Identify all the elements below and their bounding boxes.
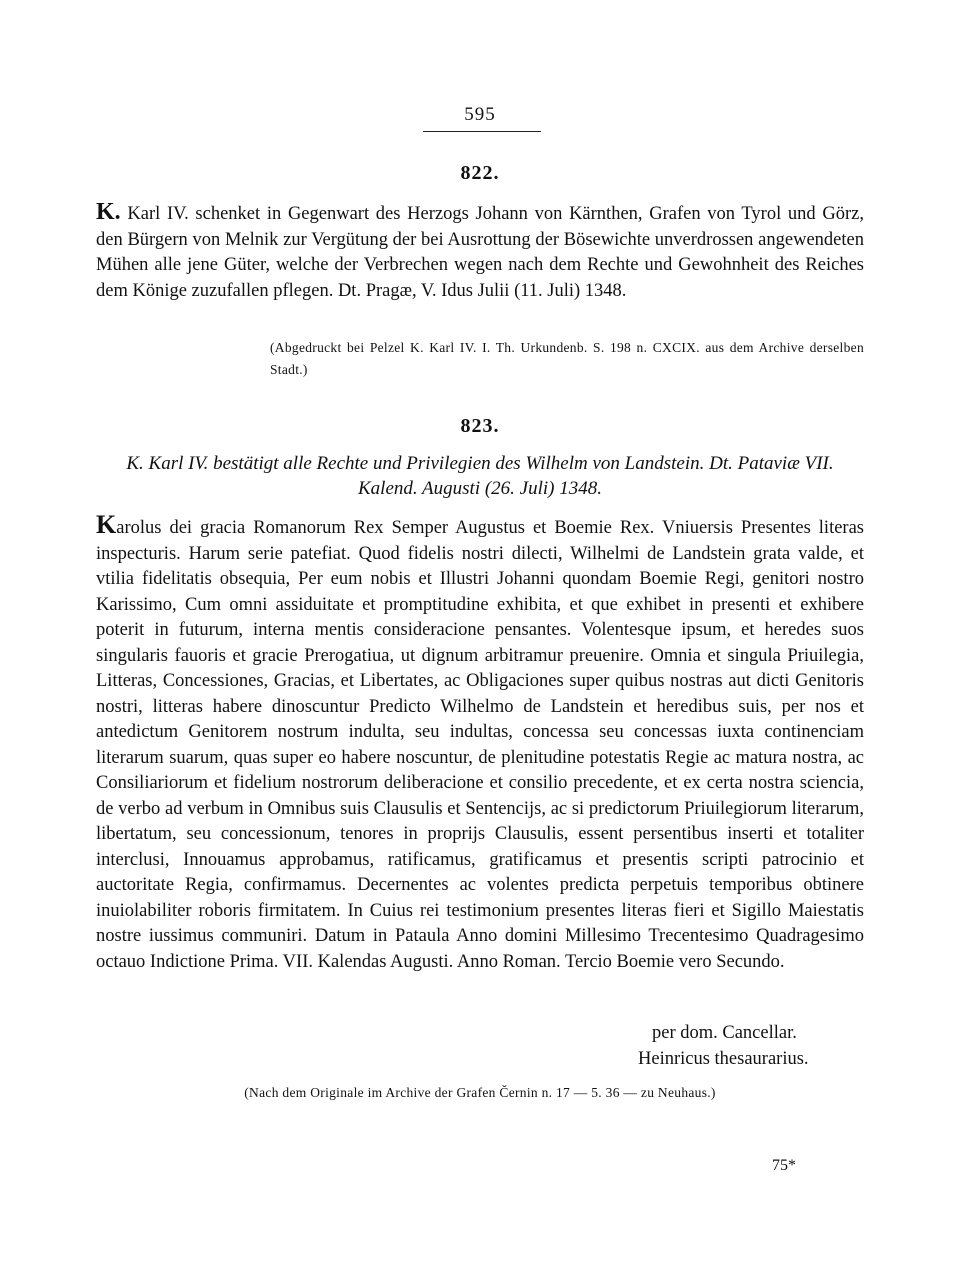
sheet-signature-mark: 75* [772,1157,796,1174]
regest-822-text: Karl IV. schenket in Gegenwart des Herzogs Johann von Kärnthen, Grafen von Tyrol und Görz, den Bürgern von Melnik zur Vergütung der bei Ausrottung der Bösewichte unverdrossen angewendeten Mühen alle jene Güter, welche der Verbrechen wegen nach dem Rechte und Gewohnheit des Reiches dem Könige zuzufallen pflegen. Dt. Pragæ, V. Idus Julii (11. Juli) 1348. [96,204,864,301]
initial-letter: K. [96,199,121,225]
source-note-822: (Abgedruckt bei Pelzel K. Karl IV. I. Th. Urkundenb. S. 198 n. CXCIX. aus dem Archive derselben Stadt.) [270,340,864,377]
regest-823: K. Karl IV. bestätigt alle Rechte und Privilegien des Wilhelm von Landstein. Dt. Pataviæ VII. Kalend. Augusti (26. Juli) 1348. [126,453,834,499]
signature-treasurer: Heinricus thesaurarius. [638,1049,809,1069]
document-number-823: 823. [460,415,500,437]
charter-text-823 [96,512,864,975]
document-number-822: 822. [460,162,500,184]
regest-822 [96,200,864,304]
page-number: 595 [464,104,496,125]
source-note-823: (Nach dem Originale im Archive der Grafen Černin n. 17 — 5. 36 — zu Neuhaus.) [244,1085,716,1100]
charter-text-body: arolus dei gracia Romanorum Rex Semper Augustus et Boemie Rex. Vniuersis Presentes literas inspecturis. Harum serie patefiat. Quod fidelis nostri dilecti, Wilhelmi de Landstein grata valde, et vtilia fidelitatis obsequia, Per eum nobis et Illustri Johanni quondam Boemie Regi, genitori nostro Karissimo, Cum omni assiduitate et promptitudine exhibita, et que exhibet in presenti et exhibere poterit in futurum, interna mentis consideracione pensantes. Volentesque ipsum, et heredes suos singularis fauoris et gracie Prerogatiua, ut dignum arbitramur preuenire. Omnia et singula Priuilegia, Litteras, Concessiones, Gracias, et Libertates, ac Obligaciones super quibus nostras aut dicti Genitoris nostri, litteras habere dinoscuntur Predicto Wilhelmo de Landstein et heredibus suis, per nos et antedictum Genitorem nostrum indulta, seu indultas, concessa seu concessas iuxta continenciam literarum suarum, quas super eo habere noscuntur, de plenitudine potestatis Regie ac matura nostra, ac Consiliariorum et fidelium nostrorum deliberacione et consilio precedente, et ex certa nostra sciencia, de verbo ad verbum in Omnibus suis Clausulis et Sentencijs, ac si predictorum Priuilegiorum literarum, libertatum, seu concessionum, tenores in proprijs Clausulis, essent persentibus inserti et totaliter interclusi, Innouamus approbamus, ratificamus, gratificamus et presentis scripti patrocinio et auctoritate Regia, confirmamus. Decernentes ac volentes predicta perpetuis temporibus obtinere inuiolabiliter roboris firmitatem. In Cuius rei testimonium presentes literas fieri et Sigillo Maiestatis nostre iussimus communiri. Datum in Pataula Anno domini Millesimo Trecentesimo Quadragesimo octauo Indictione Prima. VII. Kalendas Augusti. Anno Roman. Tercio Boemie vero Secundo. [96,518,864,972]
initial-letter: K [96,510,117,539]
header-rule [423,131,541,132]
signature-chancellor: per dom. Cancellar. [652,1023,797,1043]
